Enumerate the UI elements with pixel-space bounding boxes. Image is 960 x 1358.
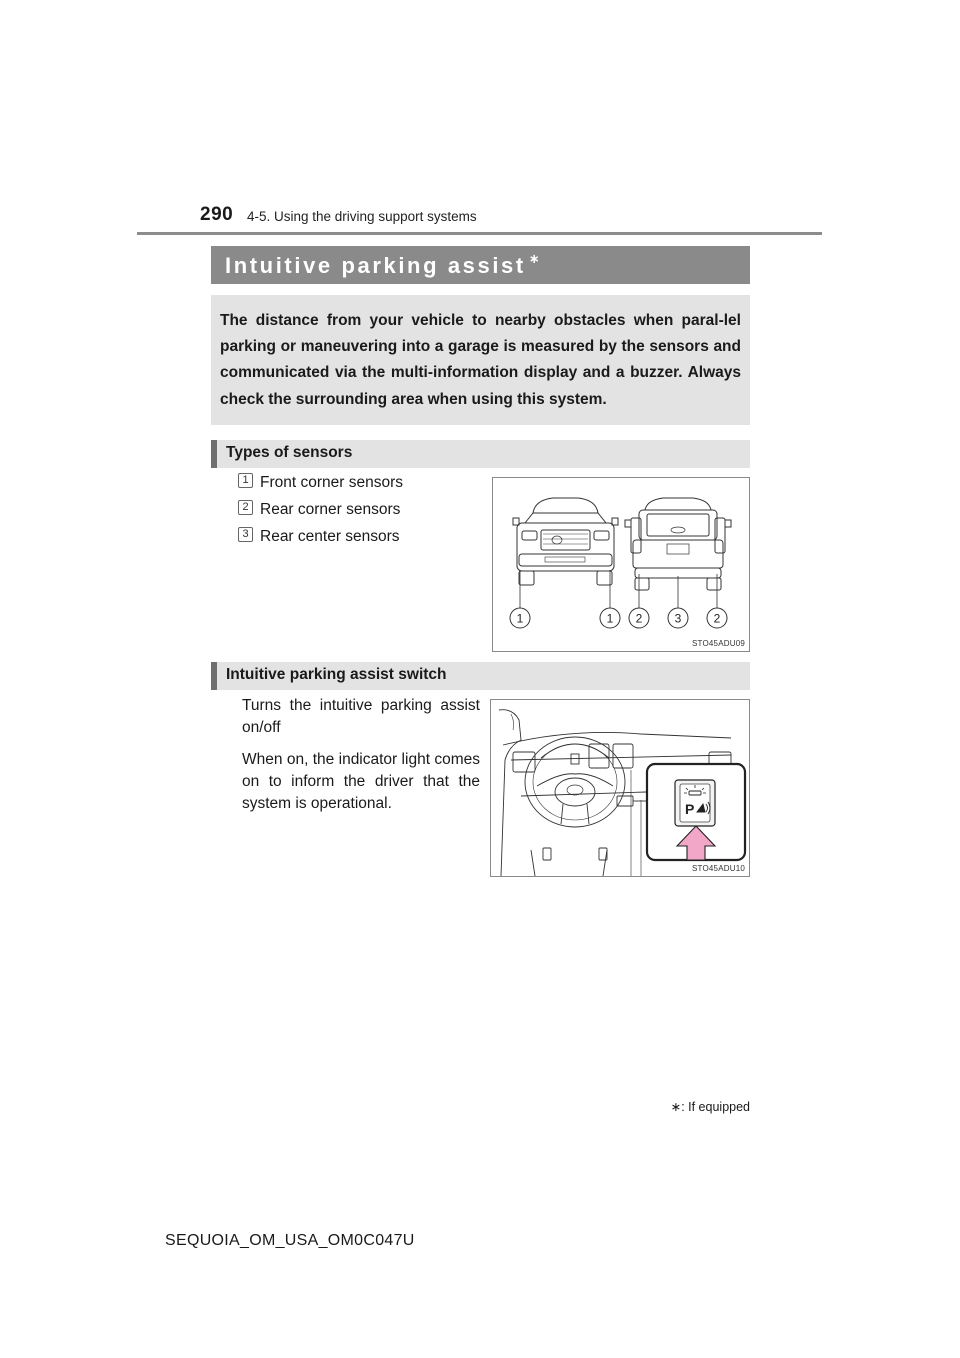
callout-2-right: 2: [713, 611, 721, 626]
callout-1-right: 1: [606, 611, 614, 626]
parking-assist-switch-glyph: P: [685, 801, 695, 817]
switch-location-figure: [490, 699, 750, 877]
types-of-sensors-heading-bar: [211, 440, 750, 468]
list-number-3: 3: [238, 527, 253, 542]
types-of-sensors-heading: Types of sensors: [226, 444, 353, 461]
section-reference: 4-5. Using the driving support systems: [247, 209, 477, 224]
sensor-locations-figure: [492, 477, 750, 652]
document-code-footer: SEQUOIA_OM_USA_OM0C047U: [165, 1232, 415, 1249]
vehicle-front-rear-illustration: [493, 478, 749, 651]
list-number-1: 1: [238, 473, 253, 488]
page-number: 290: [200, 204, 234, 225]
title-bar: [211, 246, 750, 284]
list-number-2: 2: [238, 500, 253, 515]
if-equipped-marker: ∗: [528, 251, 540, 266]
list-item-front-corner-sensors: Front corner sensors: [260, 474, 403, 491]
dashboard-illustration: [491, 700, 749, 876]
header-rule: [137, 232, 822, 235]
switch-heading-bar: [211, 662, 750, 690]
title-text: Intuitive parking assist: [225, 253, 526, 278]
figure-code-switch: STO45ADU10: [692, 864, 745, 873]
list-item-rear-center-sensors: Rear center sensors: [260, 528, 400, 545]
callout-2-left: 2: [635, 611, 643, 626]
intro-text: The distance from your vehicle to nearby obstacles when paral-lel parking or maneuvering into a garage is measured by the sensors and communicated via the multi-information display and a buzzer. Always check the surrounding area when using this system.: [220, 312, 741, 408]
page-title: [225, 253, 540, 279]
indicator-description: When on, the indicator light comes on to inform the driver that the system is operational.: [242, 751, 480, 812]
figure-code-sensors: STO45ADU09: [692, 639, 745, 648]
callout-1-left: 1: [516, 611, 524, 626]
intro-box: [211, 295, 750, 425]
switch-heading: Intuitive parking assist switch: [226, 666, 447, 683]
list-item-rear-corner-sensors: Rear corner sensors: [260, 501, 401, 518]
switch-description: Turns the intuitive parking assist on/off: [242, 697, 480, 736]
if-equipped-footnote: ∗: If equipped: [670, 1100, 750, 1114]
callout-3-center: 3: [674, 611, 682, 626]
